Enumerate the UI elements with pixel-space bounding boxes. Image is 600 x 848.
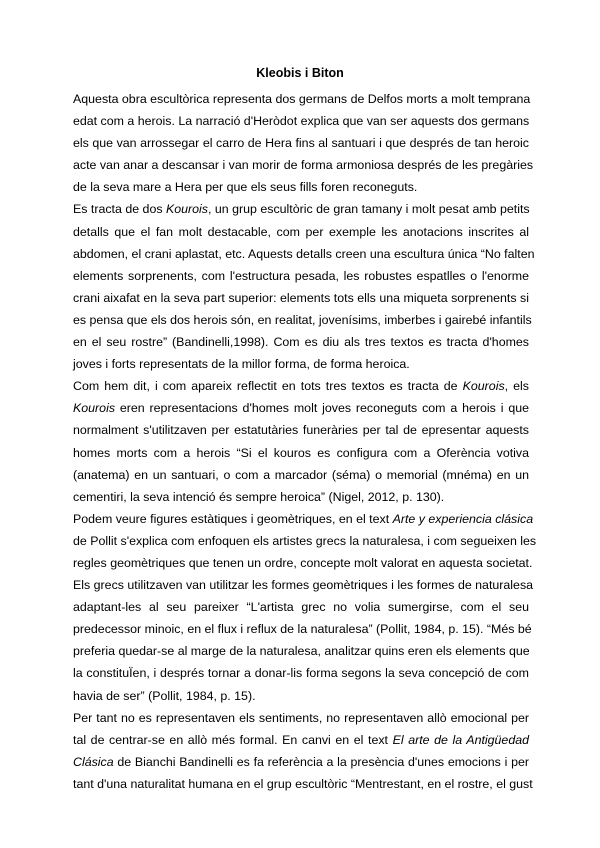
text-segment: preferia quedar-se al marge de la naturalesa, analitzar quins eren els elements que [73, 644, 530, 659]
text-line [73, 596, 529, 618]
text-segment: Els grecs utilitzaven van utilitzar les formes geomètriques i les formes de naturalesa [73, 578, 534, 593]
text-segment: , un grup escultòric de gran tamany i molt pesat amb petits [208, 202, 530, 217]
text-segment: els que van arrossegar el carro de Hera fins al santuari i que després de tan heroic [73, 136, 529, 151]
text-line [73, 486, 529, 508]
text-segment: cementiri, la seva intenció és sempre heroica” (Nigel, 2012, p. 130). [73, 489, 445, 504]
text-segment: normalment s'utilitzaven per estatutàries funeràries per tal de epresentar aquests [73, 423, 529, 438]
text-segment: abdomen, el crani aplastat, etc. Aquests detalls creen una escultura única “No falten [73, 246, 535, 261]
italic-text: Kourois [462, 379, 505, 394]
document-body [73, 88, 537, 795]
text-line [73, 243, 535, 265]
text-segment: Com hem dit, i com apareix reflectit en tots tres textos es tracta de [73, 379, 463, 394]
text-line [73, 88, 529, 110]
text-segment: Es tracta de dos [73, 202, 166, 217]
text-line [73, 574, 534, 596]
italic-text: El arte de la Antigüedad [392, 732, 529, 747]
text-segment: homes morts com a herois “Si el kouros es configura com a Oferència votiva [73, 445, 529, 460]
text-line [73, 198, 529, 220]
text-segment: Aquesta obra escultòrica representa dos germans de Delfos morts a molt temprana [73, 92, 531, 106]
text-line [73, 442, 529, 464]
text-line [73, 265, 529, 287]
text-line [73, 375, 529, 397]
text-line [73, 640, 529, 662]
text-line [73, 287, 529, 309]
text-segment: la constituÏen, i després tornar a donar-lis forma segons la seva concepció de com [73, 666, 529, 681]
italic-text: Clásica [73, 754, 114, 769]
text-line [73, 751, 529, 773]
text-segment: de la seva mare a Hera per que els seus fills foren reconeguts. [73, 180, 418, 195]
text-segment: de Bianchi Bandinelli es fa referència a la presència d'unes emocions i per [113, 754, 529, 769]
text-line [73, 773, 533, 795]
text-line [73, 729, 529, 751]
text-segment: es pensa que els dos herois són, en realitat, jovenísims, imberbes i gairebé infantils [73, 312, 532, 327]
text-segment: havia de ser” (Pollit, 1984, p. 15). [73, 688, 256, 703]
text-segment: eren representacions d'homes molt joves reconeguts com a herois i que [115, 401, 529, 416]
text-line [73, 508, 534, 530]
text-segment: adaptant-les al seu pareixer “L'artista grec no volia sumergirse, com el seu [73, 600, 529, 615]
text-line [73, 618, 532, 640]
text-segment: en el seu rostre” (Bandinelli,1998). Com es diu als tres textos es tracta d'homes [73, 335, 529, 350]
text-segment: predecessor minoic, en el flux i reflux de la naturalesa” (Pollit, 1984, p. 15). “Més bé [73, 622, 532, 637]
text-segment: Per tant no es representaven els sentiments, no representaven allò emocional per [73, 710, 529, 725]
text-line [73, 353, 529, 375]
text-line [73, 110, 529, 132]
text-line [73, 662, 529, 684]
text-line [73, 707, 529, 729]
text-line [73, 464, 529, 486]
text-line [73, 132, 529, 154]
text-line [73, 154, 534, 176]
text-line [73, 397, 529, 419]
text-line [73, 331, 529, 353]
italic-text: Arte y experiencia clásica [392, 511, 534, 526]
text-line [73, 685, 529, 707]
text-segment: (anatema) en un santuari, o com a marcador (séma) o memorial (mnéma) en un [73, 467, 529, 482]
text-segment: regles geomètriques que tenen un ordre, concepte molt valorat en aquesta societat. [73, 555, 533, 570]
text-segment: crani aixafat en la seva part superior: elements tots ells una miqueta sorprenents si [73, 290, 529, 305]
text-line [73, 309, 532, 331]
text-segment: acte van anar a descansar i van morir de forma armoniosa després de les pregàries [73, 158, 534, 173]
text-segment: de Pollit s'explica com enfoquen els artistes grecs la naturalesa, i com segueixen les [73, 533, 537, 548]
text-segment: joves i forts representats de la millor forma, de forma heroica. [73, 357, 410, 372]
text-line [73, 221, 529, 243]
text-segment: Podem veure figures estàtiques i geomètriques, en el text [73, 511, 393, 526]
text-segment: edat com a herois. La narració d'Heròdot explica que van ser aquests dos germans [73, 114, 530, 129]
document-title: Kleobis i Biton [256, 66, 344, 80]
italic-text: Kourois [165, 202, 208, 217]
text-segment: , els [504, 379, 529, 394]
text-line [73, 176, 529, 198]
text-segment: detalls que el fan molt destacable, com per exemple les anotacions inscrites al [73, 224, 529, 239]
text-line [73, 530, 537, 552]
italic-text: Kourois [73, 401, 116, 416]
text-line [73, 419, 529, 441]
text-segment: tant d'una naturalitat humana en el grup escultòric “Mentrestant, en el rostre, el gust [73, 776, 533, 791]
text-segment: elements sorprenents, com l'estructura pesada, les robustes espatlles o l'enorme [73, 268, 529, 283]
text-line [73, 552, 533, 574]
text-segment: tal de centrar-se en allò més formal. En canvi en el text [73, 732, 393, 747]
